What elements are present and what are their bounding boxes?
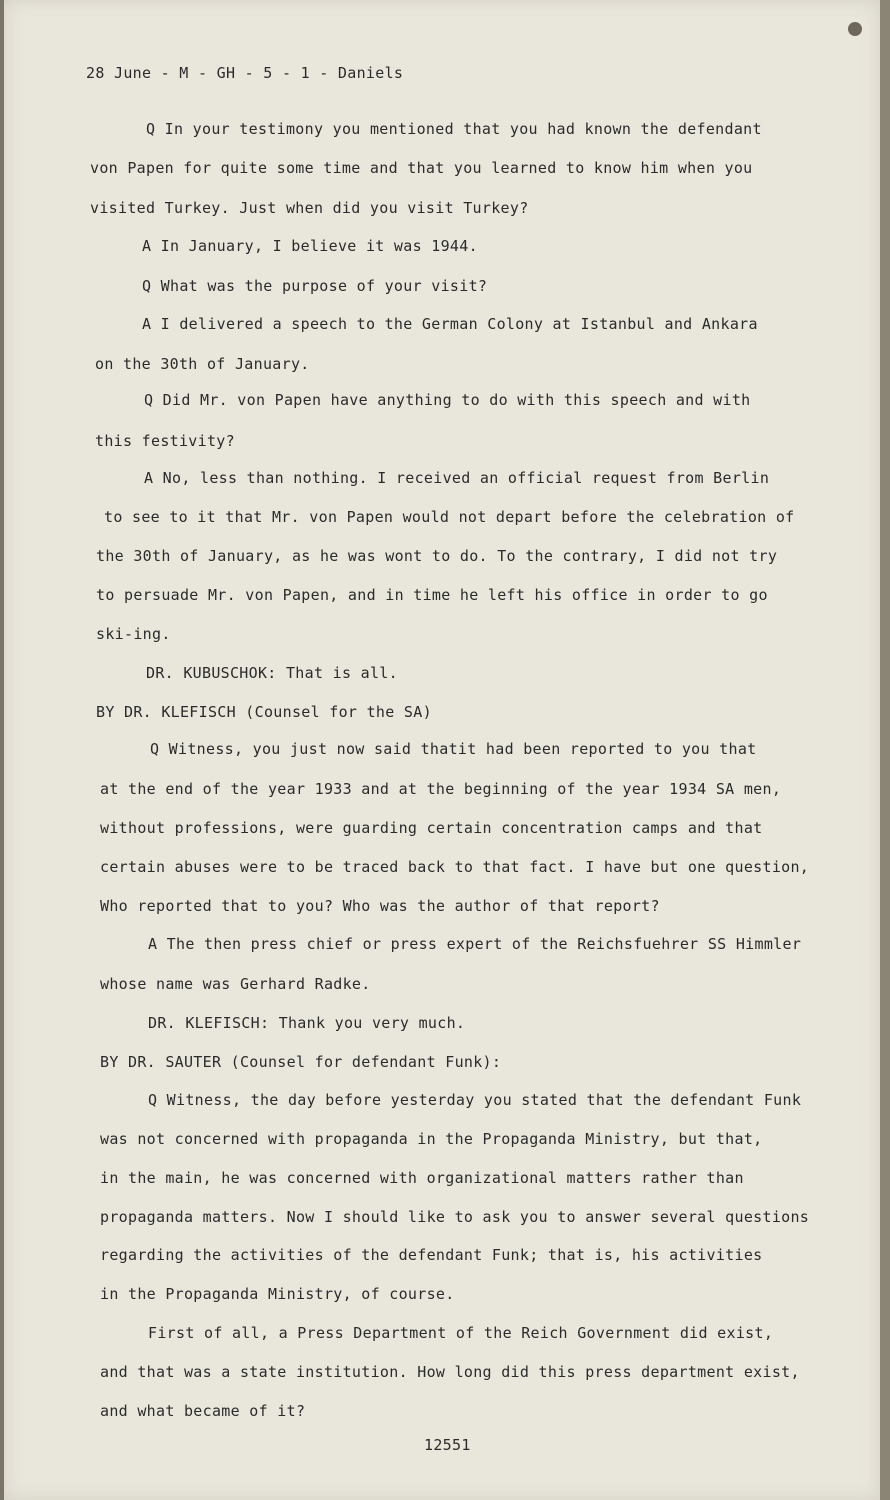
text-line: was not concerned with propaganda in the Propaganda Ministry, but that, <box>100 1130 763 1148</box>
text-line: von Papen for quite some time and that you learned to know him when you <box>90 159 753 177</box>
page-number: 12551 <box>424 1436 471 1454</box>
text-line: regarding the activities of the defendant Funk; that is, his activities <box>100 1246 763 1264</box>
speaker-line: DR. KLEFISCH: Thank you very much. <box>148 1014 466 1032</box>
text-line: Q Witness, you just now said thatit had been reported to you that <box>150 740 757 758</box>
text-line: on the 30th of January. <box>95 355 310 373</box>
text-line: Q What was the purpose of your visit? <box>142 277 488 295</box>
text-line: and that was a state institution. How long did this press department exist, <box>100 1363 800 1381</box>
text-line: and what became of it? <box>100 1402 306 1420</box>
text-line: ski-ing. <box>96 625 171 643</box>
text-line: A The then press chief or press expert of the Reichsfuehrer SS Himmler <box>148 935 802 953</box>
text-line: to see to it that Mr. von Papen would not depart before the celebration of <box>104 508 795 526</box>
page-edge <box>880 0 890 1500</box>
text-line: in the Propaganda Ministry, of course. <box>100 1285 455 1303</box>
text-line: propaganda matters. Now I should like to ask you to answer several questions <box>100 1208 810 1226</box>
text-line: A I delivered a speech to the German Colony at Istanbul and Ankara <box>142 315 758 333</box>
text-line: A In January, I believe it was 1944. <box>142 237 478 255</box>
text-line: Q Witness, the day before yesterday you stated that the defendant Funk <box>148 1091 802 1109</box>
text-line: certain abuses were to be traced back to that fact. I have but one question, <box>100 858 810 876</box>
examination-heading: BY DR. KLEFISCH (Counsel for the SA) <box>96 703 432 721</box>
text-line: A No, less than nothing. I received an official request from Berlin <box>144 469 770 487</box>
text-line: whose name was Gerhard Radke. <box>100 975 371 993</box>
text-line: the 30th of January, as he was wont to do. To the contrary, I did not try <box>96 547 778 565</box>
speaker-line: DR. KUBUSCHOK: That is all. <box>146 664 398 682</box>
text-line: without professions, were guarding certain concentration camps and that <box>100 819 763 837</box>
text-line: in the main, he was concerned with organizational matters rather than <box>100 1169 744 1187</box>
text-line: at the end of the year 1933 and at the beginning of the year 1934 SA men, <box>100 780 782 798</box>
examination-heading: BY DR. SAUTER (Counsel for defendant Funk): <box>100 1053 502 1071</box>
text-line: visited Turkey. Just when did you visit Turkey? <box>90 199 529 217</box>
text-line: First of all, a Press Department of the Reich Government did exist, <box>148 1324 774 1342</box>
text-line: Q Did Mr. von Papen have anything to do with this speech and with <box>144 391 751 409</box>
text-line: Who reported that to you? Who was the author of that report? <box>100 897 660 915</box>
text-line: this festivity? <box>95 432 235 450</box>
text-line: to persuade Mr. von Papen, and in time he left his office in order to go <box>96 586 768 604</box>
text-line: Q In your testimony you mentioned that you had known the defendant <box>146 120 762 138</box>
page-header: 28 June - M - GH - 5 - 1 - Daniels <box>86 64 404 82</box>
